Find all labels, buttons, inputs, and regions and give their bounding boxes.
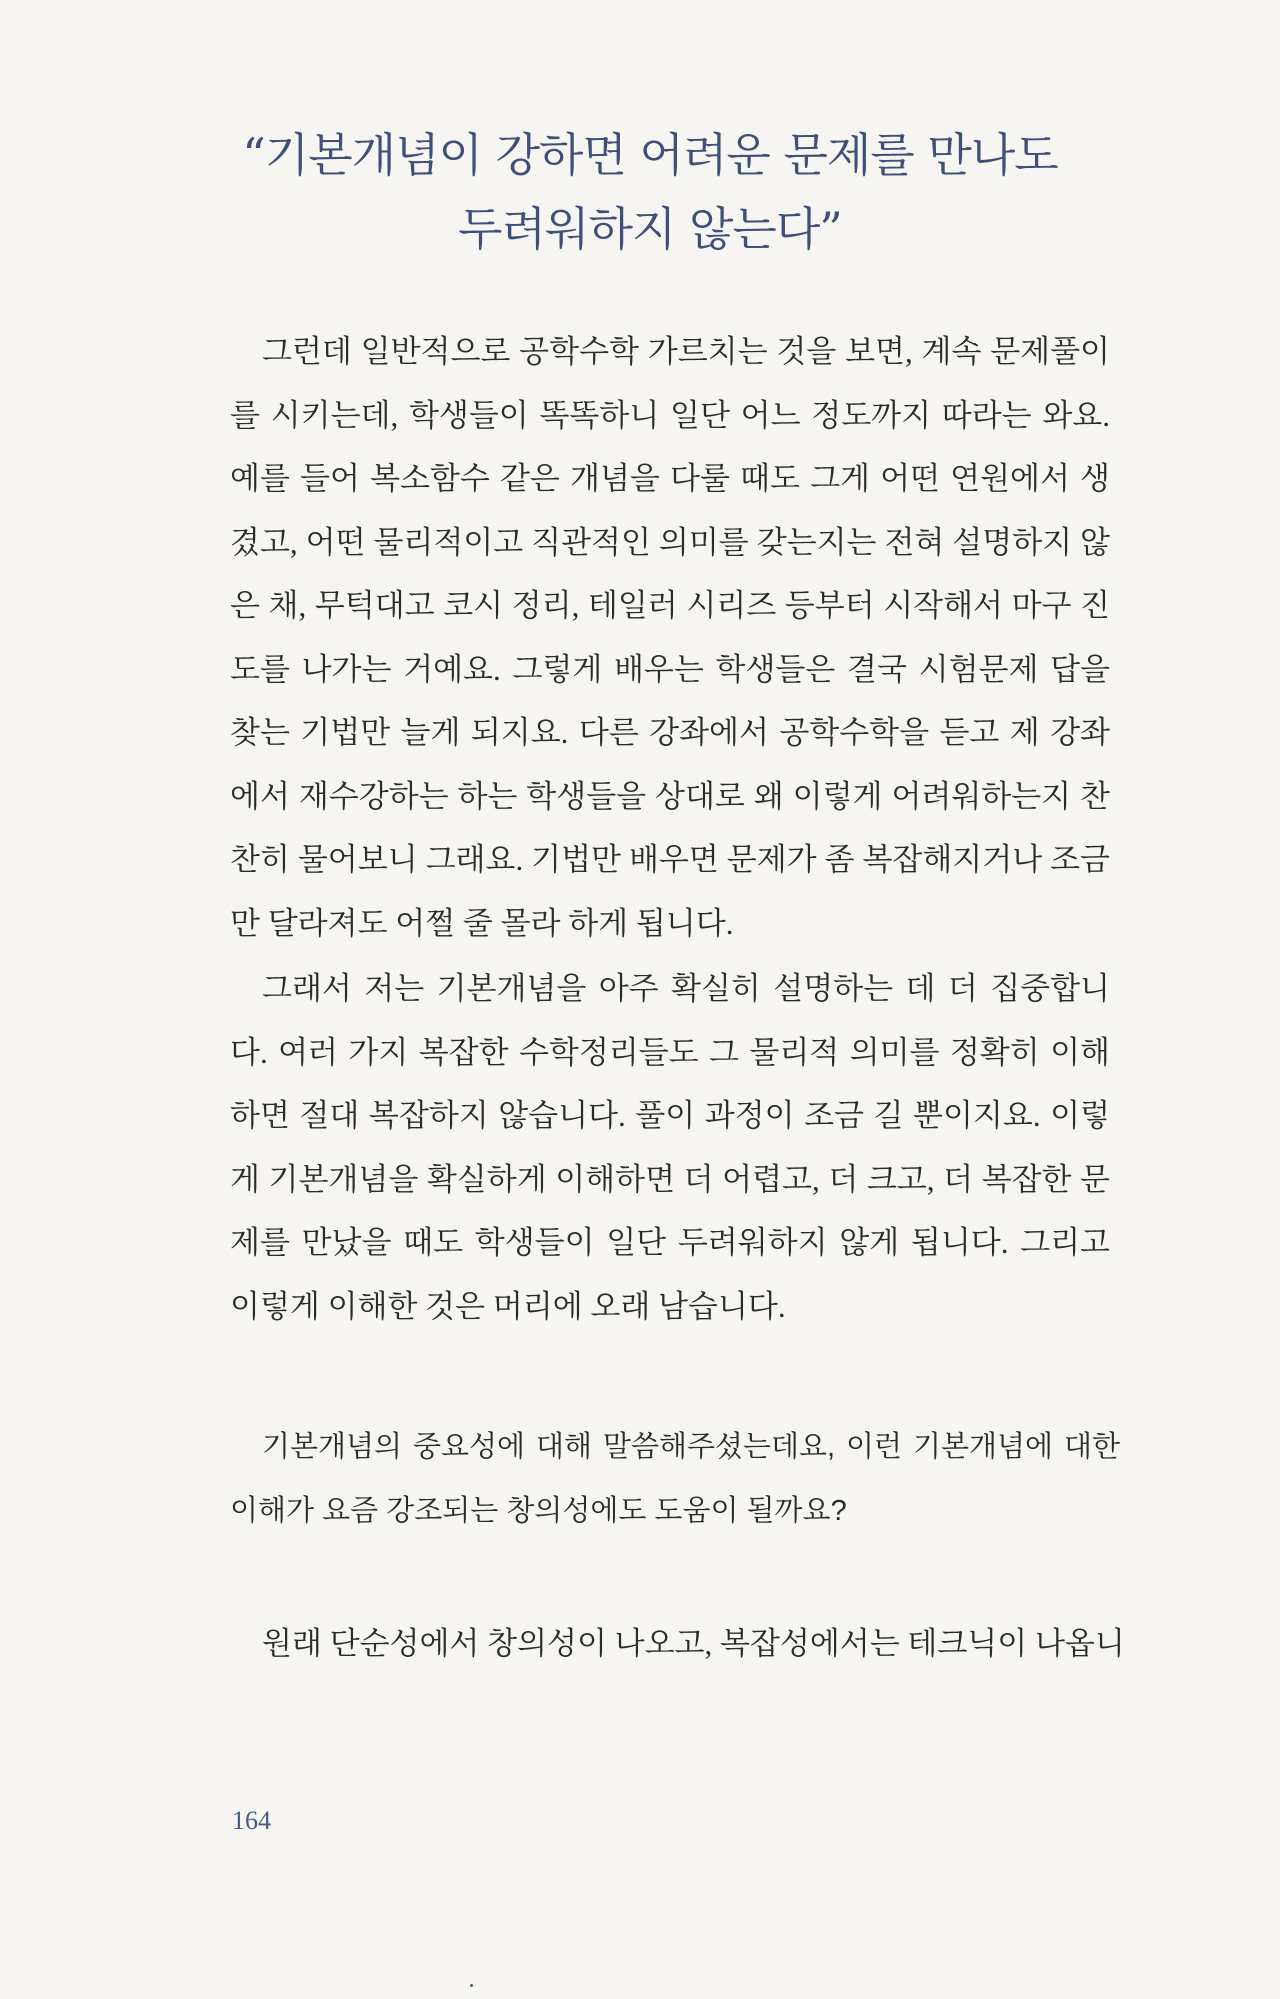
page-number: 164: [232, 1806, 271, 1835]
body-paragraph-2: 그래서 저는 기본개념을 아주 확실히 설명하는 데 더 집중합니다. 여러 가지 복잡한 수학정리들도 그 물리적 의미를 정확히 이해하면 절대 복잡하지 않습니다. 풀이 과정이 조금 길 뿐이지요. 이렇게 기본개념을 확실하게 이해하면 더 어렵고, 더 크고, 더 복잡한 문제를 만났을 때도 학생들이 일단 두려워하지 않게 됩니다. 그리고 이렇게 이해한 것은 머리에 오래 남습니다.: [230, 971, 1110, 1324]
body-text: [230, 320, 1110, 1338]
print-mark: [470, 1984, 473, 1987]
interview-answer: 원래 단순성에서 창의성이 나오고, 복잡성에서는 테크닉이 나옵니: [262, 1626, 1125, 1661]
body-paragraph-1: 그런데 일반적으로 공학수학 가르치는 것을 보면, 계속 문제풀이를 시키는데, 학생들이 똑똑하니 일단 어느 정도까지 따라는 와요. 예를 들어 복소함수 같은 개념을 다룰 때도 그게 어떤 연원에서 생겼고, 어떤 물리적이고 직관적인 의미를 갖는지는 전혀 설명하지 않은 채, 무턱대고 코시 정리, 테일러 시리즈 등부터 시작해서 마구 진도를 나가는 거예요. 그렇게 배우는 학생들은 결국 시험문제 답을 찾는 기법만 늘게 되지요. 다른 강좌에서 공학수학을 듣고 제 강좌에서 재수강하는 하는 학생들을 상대로 왜 이렇게 어려워하는지 찬찬히 물어보니 그래요. 기법만 배우면 문제가 좀 복잡해지거나 조금만 달라져도 어쩔 줄 몰라 하게 됩니다.: [230, 334, 1110, 941]
pull-quote-line-2: 두려워하지 않는다”: [458, 202, 842, 256]
pull-quote-heading: [230, 118, 1070, 266]
interview-question: 기본개념의 중요성에 대해 말씀해주셨는데요, 이런 기본개념에 대한 이해가 요즘 강조되는 창의성에도 도움이 될까요?: [230, 1431, 1120, 1527]
pull-quote-line-1: “기본개념이 강하면 어려운 문제를 만나도: [242, 128, 1058, 182]
